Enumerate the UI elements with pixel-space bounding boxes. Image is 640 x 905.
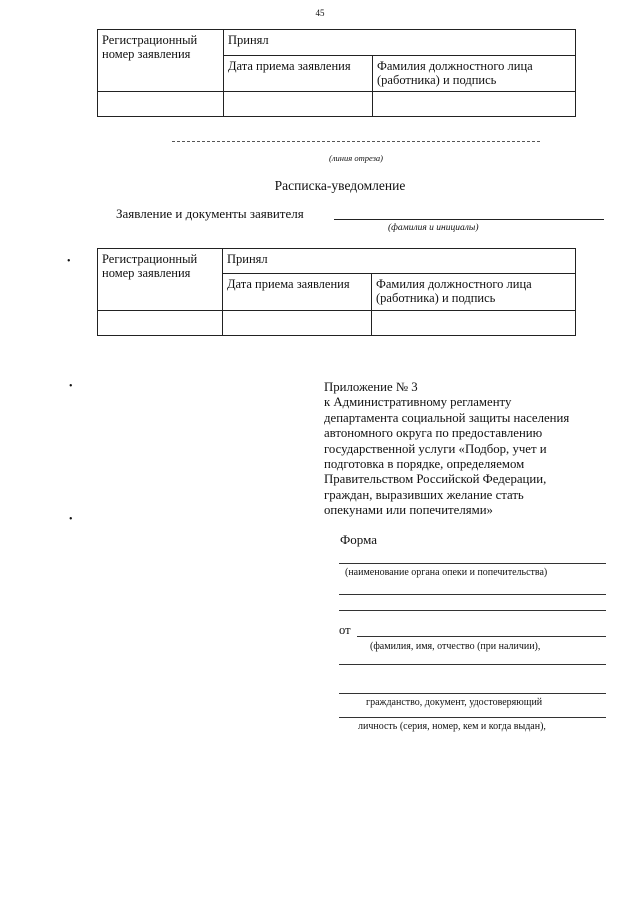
bullet-mark: • — [69, 514, 73, 525]
page-number: 45 — [315, 8, 325, 18]
date-header: Дата приема заявления — [223, 274, 372, 311]
appendix-line: граждан, выразивших желание стать — [324, 487, 524, 502]
bullet-mark: • — [67, 256, 71, 267]
appendix-line: опекунами или попечителями» — [324, 503, 493, 518]
registration-table-receipt — [97, 248, 576, 336]
reg-number-cell[interactable] — [98, 311, 223, 336]
officer-header: Фамилия должностного лица (работника) и подпись — [372, 274, 576, 311]
organ-name-field[interactable] — [339, 563, 606, 564]
officer-header: Фамилия должностного лица (работника) и подпись — [373, 56, 576, 92]
name-hint: (фамилия, имя, отчество (при наличии), — [370, 641, 541, 652]
organ-name-field-2[interactable] — [339, 594, 606, 595]
reg-number-header: Регистрационный номер заявления — [98, 249, 223, 311]
statement-name-field[interactable] — [334, 219, 604, 220]
statement-text: Заявление и документы заявителя — [116, 206, 304, 221]
accepted-header: Принял — [224, 30, 576, 56]
citizenship-hint: гражданство, документ, удостоверяющий — [366, 697, 543, 708]
from-label: от — [339, 623, 351, 637]
identity-field[interactable] — [339, 717, 606, 718]
applicant-name-field[interactable] — [357, 636, 606, 637]
registration-table-top — [97, 29, 576, 117]
organ-name-field-3[interactable] — [339, 610, 606, 611]
officer-cell[interactable] — [372, 311, 576, 336]
identity-hint: личность (серия, номер, кем и когда выдан), — [358, 721, 546, 732]
appendix-line: государственной услуги «Подбор, учет и — [324, 441, 547, 456]
date-cell[interactable] — [223, 311, 372, 336]
citizenship-field[interactable] — [339, 693, 606, 694]
appendix-line: автономного округа по предоставлению — [324, 426, 543, 441]
bullet-mark: • — [69, 381, 73, 392]
date-header: Дата приема заявления — [224, 56, 373, 92]
statement-hint: (фамилия и инициалы) — [388, 223, 479, 233]
date-cell[interactable] — [224, 92, 373, 117]
applicant-name-field-2[interactable] — [339, 664, 606, 665]
organ-hint: (наименование органа опеки и попечительства) — [345, 567, 548, 578]
form-title: Форма — [340, 532, 377, 547]
receipt-title: Расписка-уведомление — [274, 178, 406, 193]
reg-number-cell[interactable] — [98, 92, 224, 117]
reg-number-header: Регистрационный номер заявления — [98, 30, 224, 92]
accepted-header: Принял — [223, 249, 576, 274]
appendix-line: к Административному регламенту — [324, 395, 512, 410]
officer-cell[interactable] — [373, 92, 576, 117]
appendix-line: департамента социальной защиты населения — [324, 410, 570, 425]
appendix-title: Приложение № 3 — [324, 380, 418, 394]
appendix-block — [324, 380, 624, 519]
appendix-line: Правительством Российской Федерации, — [324, 472, 547, 487]
cut-line — [172, 141, 540, 142]
appendix-line: подготовка в порядке, определяемом — [324, 457, 525, 472]
cut-line-label: (линия отреза) — [328, 153, 384, 163]
